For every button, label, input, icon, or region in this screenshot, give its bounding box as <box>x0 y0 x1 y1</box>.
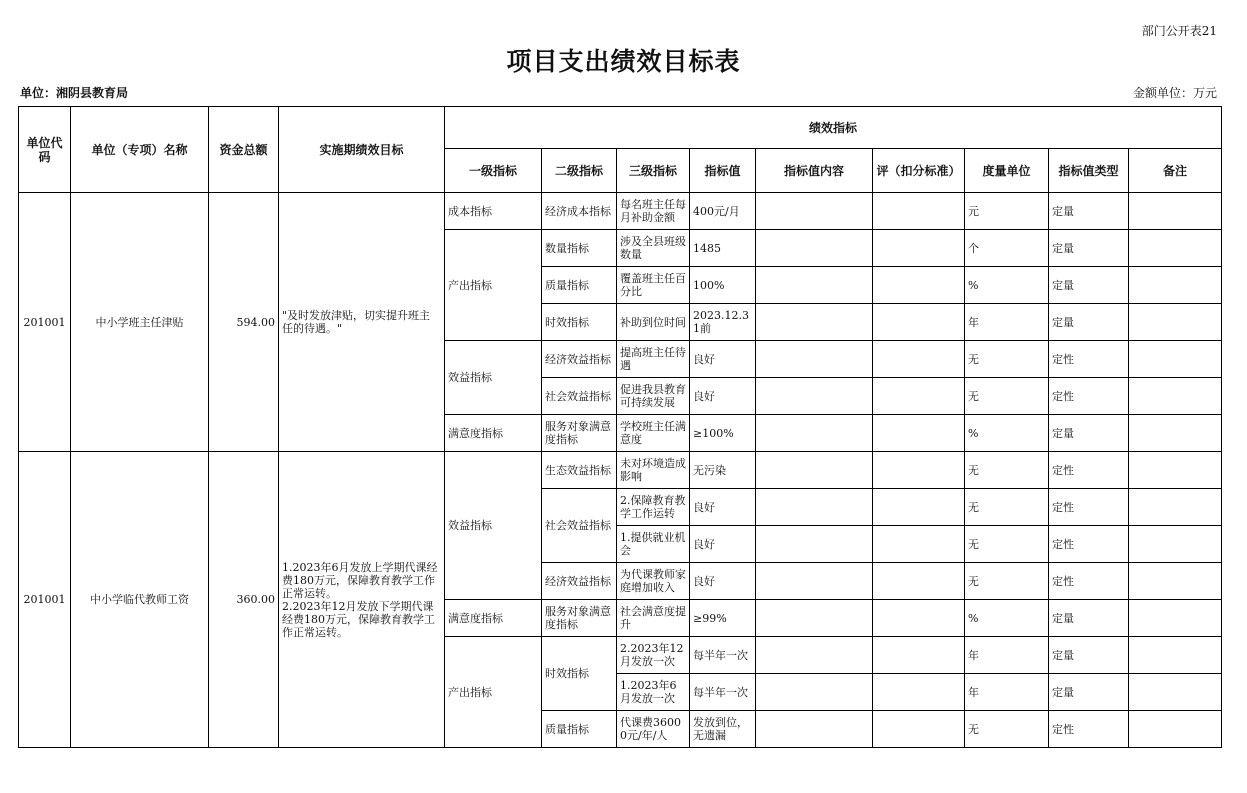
score-cell <box>873 452 965 489</box>
value-cell: ≥100% <box>690 415 756 452</box>
value-type-cell: 定量 <box>1049 193 1129 230</box>
value-type-cell: 定性 <box>1049 711 1129 748</box>
score-cell <box>873 230 965 267</box>
note-cell <box>1129 489 1222 526</box>
level3-cell: 学校班主任满意度 <box>617 415 690 452</box>
content-cell <box>756 600 873 637</box>
unit-cell: 个 <box>965 230 1049 267</box>
project-amount: 594.00 <box>209 193 279 452</box>
value-cell: 1485 <box>690 230 756 267</box>
level2-cell: 经济成本指标 <box>542 193 617 230</box>
score-cell <box>873 415 965 452</box>
value-type-cell: 定量 <box>1049 230 1129 267</box>
level2-cell: 质量指标 <box>542 711 617 748</box>
content-cell <box>756 489 873 526</box>
value-cell: 400元/月 <box>690 193 756 230</box>
performance-table <box>18 106 1222 748</box>
header-goal: 实施期绩效目标 <box>279 107 445 193</box>
level3-cell: 2.2023年12月发放一次 <box>617 637 690 674</box>
level2-cell: 生态效益指标 <box>542 452 617 489</box>
level2-cell: 经济效益指标 <box>542 341 617 378</box>
header-value-type: 指标值类型 <box>1049 149 1129 193</box>
value-type-cell: 定量 <box>1049 415 1129 452</box>
value-cell: 2023.12.31前 <box>690 304 756 341</box>
header-score: 评（扣分标准） <box>873 149 965 193</box>
level1-cell: 成本指标 <box>445 193 542 230</box>
note-cell <box>1129 637 1222 674</box>
level3-cell: 覆盖班主任百分比 <box>617 267 690 304</box>
value-type-cell: 定量 <box>1049 267 1129 304</box>
content-cell <box>756 378 873 415</box>
score-cell <box>873 674 965 711</box>
note-cell <box>1129 304 1222 341</box>
score-cell <box>873 711 965 748</box>
content-cell <box>756 230 873 267</box>
level3-cell: 促进我县教育可持续发展 <box>617 378 690 415</box>
level3-cell: 未对环境造成影响 <box>617 452 690 489</box>
level2-cell: 服务对象满意度指标 <box>542 600 617 637</box>
content-cell <box>756 304 873 341</box>
level1-cell: 产出指标 <box>445 637 542 748</box>
unit-cell: 无 <box>965 563 1049 600</box>
note-cell <box>1129 526 1222 563</box>
value-type-cell: 定性 <box>1049 489 1129 526</box>
unit-cell: 年 <box>965 304 1049 341</box>
note-cell <box>1129 341 1222 378</box>
unit-cell: 无 <box>965 378 1049 415</box>
value-type-cell: 定量 <box>1049 637 1129 674</box>
header-unit-code: 单位代码 <box>19 107 71 193</box>
level2-cell: 社会效益指标 <box>542 489 617 563</box>
level3-cell: 涉及全县班级数量 <box>617 230 690 267</box>
unit-label: 单位：湘阴县教育局 <box>20 86 129 100</box>
unit-cell: 无 <box>965 452 1049 489</box>
project-goal: "及时发放津贴，切实提升班主任的待遇。" <box>279 193 445 452</box>
value-cell: ≥99% <box>690 600 756 637</box>
note-cell <box>1129 452 1222 489</box>
score-cell <box>873 637 965 674</box>
unit-cell: 元 <box>965 193 1049 230</box>
unit-cell: 无 <box>965 711 1049 748</box>
level1-cell: 效益指标 <box>445 452 542 600</box>
level1-cell: 满意度指标 <box>445 415 542 452</box>
value-type-cell: 定性 <box>1049 341 1129 378</box>
header-level1: 一级指标 <box>445 149 542 193</box>
header-level3: 三级指标 <box>617 149 690 193</box>
unit-cell: 无 <box>965 341 1049 378</box>
value-cell: 良好 <box>690 341 756 378</box>
level3-cell: 每名班主任每月补助金额 <box>617 193 690 230</box>
level2-cell: 经济效益指标 <box>542 563 617 600</box>
level1-cell: 满意度指标 <box>445 600 542 637</box>
unit-cell: % <box>965 415 1049 452</box>
score-cell <box>873 489 965 526</box>
level2-cell: 数量指标 <box>542 230 617 267</box>
value-cell: 每半年一次 <box>690 674 756 711</box>
content-cell <box>756 267 873 304</box>
table-row <box>19 452 1222 489</box>
score-cell <box>873 267 965 304</box>
header-value: 指标值 <box>690 149 756 193</box>
value-type-cell: 定量 <box>1049 674 1129 711</box>
header-performance: 绩效指标 <box>445 107 1222 149</box>
table-row <box>19 193 1222 230</box>
project-goal: 1.2023年6月发放上学期代课经费180万元，保障教育教学工作正常运转。 2.2023年12月发放下学期代课经费180万元，保障教育教学工作正常运转。 <box>279 452 445 748</box>
level2-cell: 时效指标 <box>542 637 617 711</box>
value-cell: 无污染 <box>690 452 756 489</box>
note-cell <box>1129 600 1222 637</box>
level3-cell: 1.2023年6月发放一次 <box>617 674 690 711</box>
amount-unit-label: 金额单位：万元 <box>1132 86 1217 100</box>
header-unit-name: 单位（专项）名称 <box>71 107 209 193</box>
content-cell <box>756 637 873 674</box>
project-name: 中小学班主任津贴 <box>71 193 209 452</box>
project-code: 201001 <box>19 193 71 452</box>
note-cell <box>1129 267 1222 304</box>
form-code: 部门公开表21 <box>1141 24 1217 38</box>
value-type-cell: 定性 <box>1049 526 1129 563</box>
header-total: 资金总额 <box>209 107 279 193</box>
score-cell <box>873 341 965 378</box>
level1-cell: 效益指标 <box>445 341 542 415</box>
unit-cell: 年 <box>965 637 1049 674</box>
unit-cell: % <box>965 267 1049 304</box>
content-cell <box>756 674 873 711</box>
value-cell: 良好 <box>690 489 756 526</box>
value-type-cell: 定性 <box>1049 378 1129 415</box>
header-note: 备注 <box>1129 149 1222 193</box>
project-name: 中小学临代教师工资 <box>71 452 209 748</box>
level3-cell: 补助到位时间 <box>617 304 690 341</box>
project-amount: 360.00 <box>209 452 279 748</box>
level2-cell: 时效指标 <box>542 304 617 341</box>
content-cell <box>756 563 873 600</box>
project-code: 201001 <box>19 452 71 748</box>
level3-cell: 提高班主任待遇 <box>617 341 690 378</box>
value-cell: 每半年一次 <box>690 637 756 674</box>
unit-cell: 无 <box>965 489 1049 526</box>
content-cell <box>756 452 873 489</box>
level3-cell: 1.提供就业机会 <box>617 526 690 563</box>
value-type-cell: 定性 <box>1049 452 1129 489</box>
level2-cell: 社会效益指标 <box>542 378 617 415</box>
note-cell <box>1129 711 1222 748</box>
header-unit: 度量单位 <box>965 149 1049 193</box>
content-cell <box>756 415 873 452</box>
value-cell: 发放到位，无遗漏 <box>690 711 756 748</box>
content-cell <box>756 526 873 563</box>
note-cell <box>1129 378 1222 415</box>
level3-cell: 代课费36000元/年/人 <box>617 711 690 748</box>
score-cell <box>873 304 965 341</box>
score-cell <box>873 526 965 563</box>
level1-cell: 产出指标 <box>445 230 542 341</box>
level2-cell: 服务对象满意度指标 <box>542 415 617 452</box>
unit-cell: % <box>965 600 1049 637</box>
value-type-cell: 定性 <box>1049 563 1129 600</box>
note-cell <box>1129 230 1222 267</box>
header-content: 指标值内容 <box>756 149 873 193</box>
level2-cell: 质量指标 <box>542 267 617 304</box>
score-cell <box>873 193 965 230</box>
content-cell <box>756 711 873 748</box>
score-cell <box>873 600 965 637</box>
page-title: 项目支出绩效目标表 <box>506 47 741 76</box>
value-type-cell: 定量 <box>1049 600 1129 637</box>
value-type-cell: 定量 <box>1049 304 1129 341</box>
unit-cell: 无 <box>965 526 1049 563</box>
level3-cell: 社会满意度提升 <box>617 600 690 637</box>
score-cell <box>873 563 965 600</box>
note-cell <box>1129 563 1222 600</box>
level3-cell: 2.保障教育教学工作运转 <box>617 489 690 526</box>
note-cell <box>1129 674 1222 711</box>
score-cell <box>873 378 965 415</box>
content-cell <box>756 193 873 230</box>
value-cell: 良好 <box>690 563 756 600</box>
value-cell: 良好 <box>690 378 756 415</box>
unit-cell: 年 <box>965 674 1049 711</box>
value-cell: 良好 <box>690 526 756 563</box>
level3-cell: 为代课教师家庭增加收入 <box>617 563 690 600</box>
content-cell <box>756 341 873 378</box>
note-cell <box>1129 193 1222 230</box>
header-level2: 二级指标 <box>542 149 617 193</box>
note-cell <box>1129 415 1222 452</box>
value-cell: 100% <box>690 267 756 304</box>
